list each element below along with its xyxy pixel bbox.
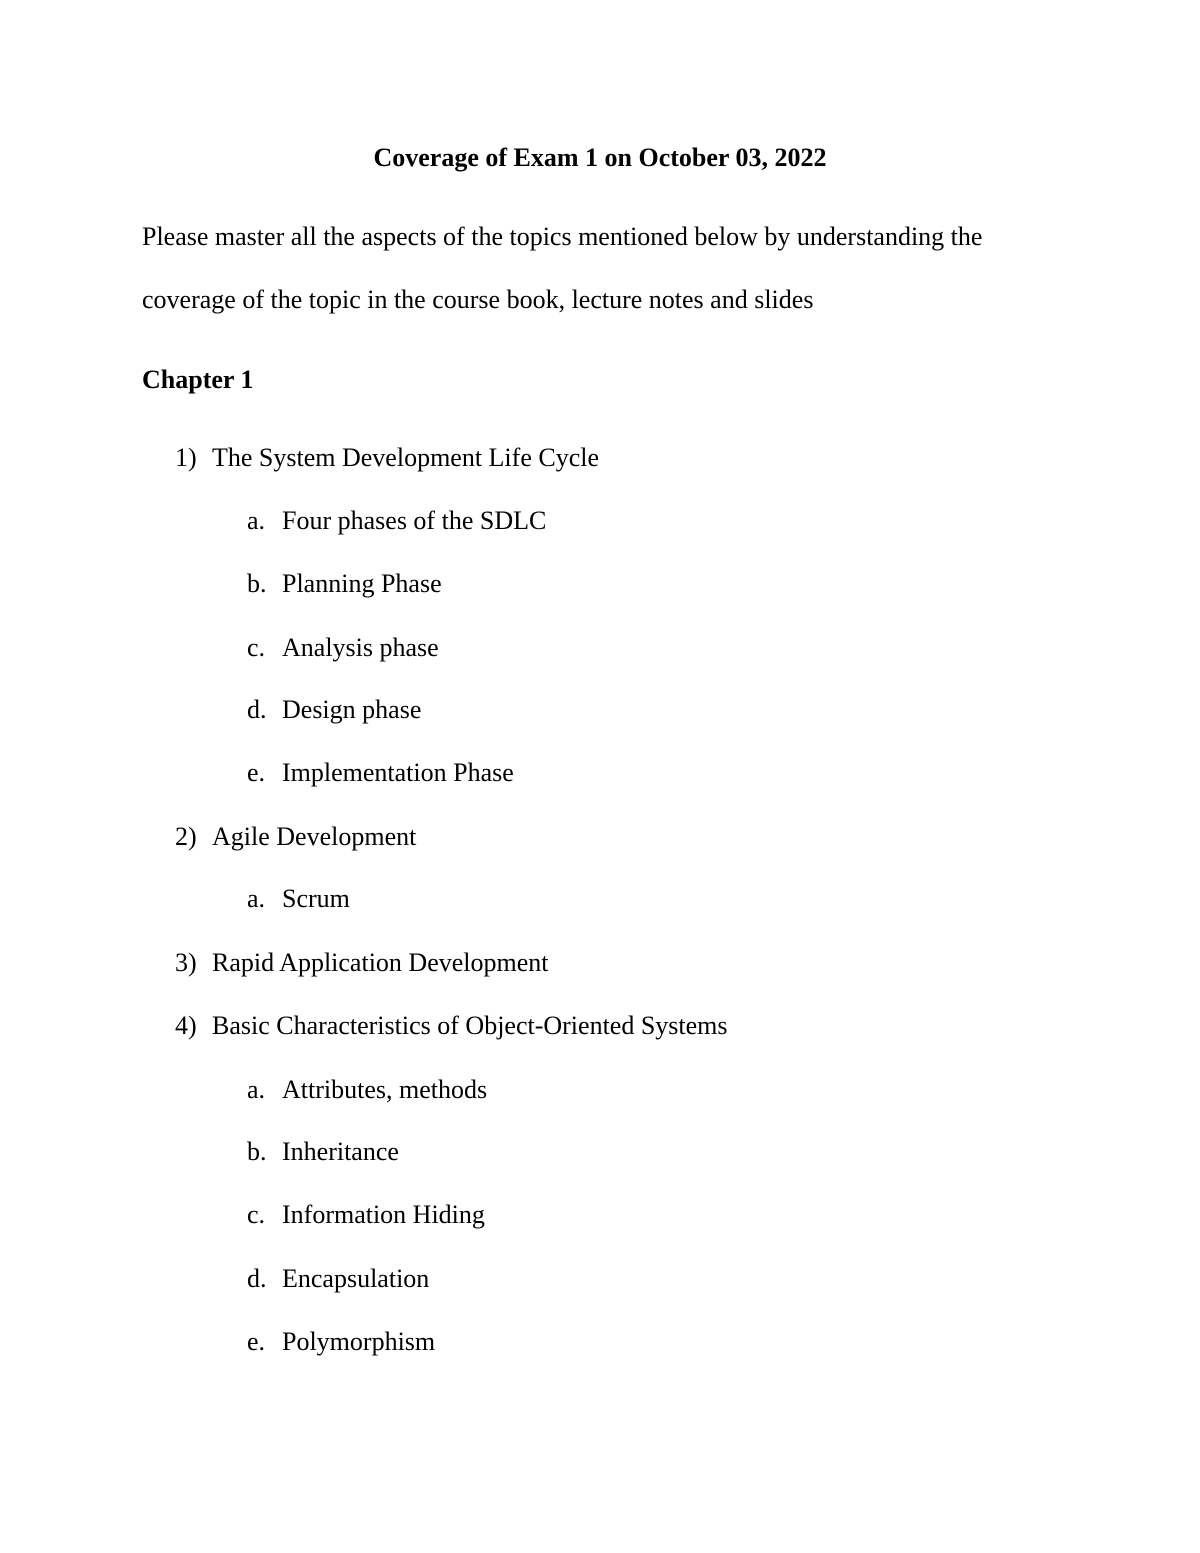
subtopic-marker: d. bbox=[247, 1264, 267, 1293]
subtopic-marker: a. bbox=[247, 506, 266, 535]
chapter-heading: Chapter 1 bbox=[142, 365, 254, 394]
subtopic-marker: e. bbox=[247, 1327, 266, 1356]
topic-marker: 1) bbox=[175, 443, 197, 472]
subtopic-marker: a. bbox=[247, 884, 266, 913]
subtopic-marker: e. bbox=[247, 758, 266, 787]
document-title: Coverage of Exam 1 on October 03, 2022 bbox=[373, 143, 827, 172]
subtopic-label: Polymorphism bbox=[282, 1327, 436, 1356]
subtopic-label: Information Hiding bbox=[282, 1200, 485, 1229]
topic-marker: 4) bbox=[175, 1011, 197, 1040]
topic-label: Rapid Application Development bbox=[212, 948, 549, 977]
subtopic-marker: c. bbox=[247, 633, 266, 662]
topic-marker: 3) bbox=[175, 948, 197, 977]
subtopic-marker: c. bbox=[247, 1200, 266, 1229]
intro-line-1: Please master all the aspects of the topics mentioned below by understanding the bbox=[142, 222, 983, 251]
subtopic-label: Inheritance bbox=[282, 1137, 399, 1166]
subtopic-label: Implementation Phase bbox=[282, 758, 514, 787]
subtopic-label: Four phases of the SDLC bbox=[282, 506, 547, 535]
subtopic-label: Encapsulation bbox=[282, 1264, 430, 1293]
subtopic-marker: b. bbox=[247, 1137, 267, 1166]
subtopic-marker: d. bbox=[247, 695, 267, 724]
subtopic-label: Analysis phase bbox=[282, 633, 439, 662]
topic-label: The System Development Life Cycle bbox=[212, 443, 600, 472]
subtopic-marker: b. bbox=[247, 569, 267, 598]
subtopic-label: Attributes, methods bbox=[282, 1075, 488, 1104]
topic-label: Agile Development bbox=[212, 822, 417, 851]
subtopic-label: Scrum bbox=[282, 884, 350, 913]
subtopic-label: Design phase bbox=[282, 695, 422, 724]
topic-label: Basic Characteristics of Object-Oriented Systems bbox=[212, 1011, 728, 1040]
topic-marker: 2) bbox=[175, 822, 197, 851]
subtopic-marker: a. bbox=[247, 1075, 266, 1104]
intro-line-2: coverage of the topic in the course book, lecture notes and slides bbox=[142, 285, 814, 314]
subtopic-label: Planning Phase bbox=[282, 569, 442, 598]
